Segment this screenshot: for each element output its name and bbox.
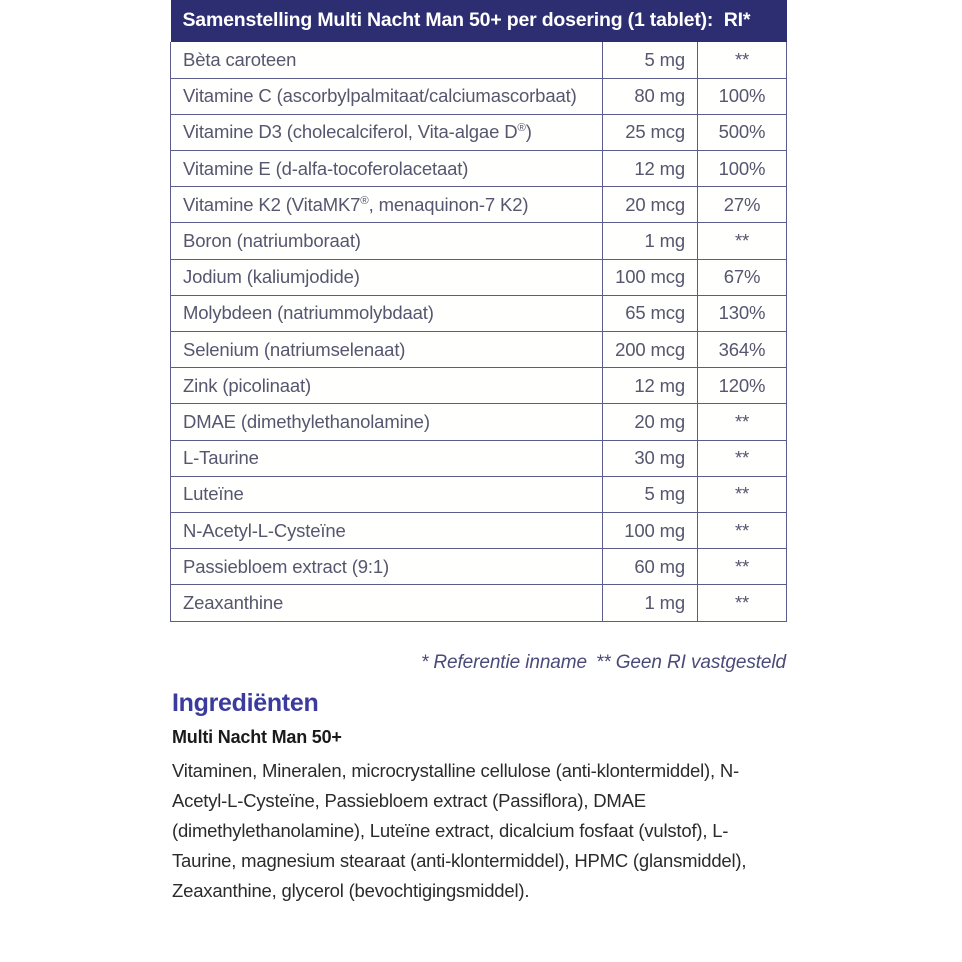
nutrient-ri-value: 67% [698,259,787,295]
nutrient-name: Vitamine E (d-alfa-tocoferolacetaat) [171,151,603,187]
table-row [171,404,787,440]
nutrient-ri-value: ** [698,476,787,512]
nutrient-ri-value: 364% [698,332,787,368]
table-row [171,332,787,368]
table-row [171,151,787,187]
nutrient-name: Zeaxanthine [171,585,603,621]
nutrient-ri-value: ** [698,512,787,548]
nutrient-name: Vitamine K2 (VitaMK7®, menaquinon-7 K2) [171,187,603,223]
table-header-row [171,0,787,42]
nutrient-ri-value: 500% [698,114,787,150]
composition-header: Samenstelling Multi Nacht Man 50+ per dosering (1 tablet): [171,0,698,42]
table-header [171,0,787,42]
nutrient-amount: 20 mg [603,404,698,440]
registered-trademark-icon: ® [517,122,526,135]
nutrient-amount: 12 mg [603,151,698,187]
ingredients-text: Vitaminen, Mineralen, microcrystalline cellulose (anti-klontermiddel), N-Acetyl-L-Cysteïne, Passiebloem extract (Passiflora), DMAE (dimethylethanolamine), Luteïne extract, dicalcium fosfaat (vulstof), L-Taurine, magnesium stearaat (anti-klontermiddel), HPMC (glansmiddel), Zeaxanthine, glycerol (bevochtigingsmiddel). [172,760,747,901]
nutrient-ri-value: ** [698,440,787,476]
table-row [171,223,787,259]
footnote-no-ri: ** Geen RI vastgesteld [595,652,786,673]
ri-header: RI* [698,0,787,42]
registered-trademark-icon: ® [360,194,369,207]
nutrient-ri-value: 100% [698,78,787,114]
nutrient-name: Selenium (natriumselenaat) [171,332,603,368]
nutrient-amount: 100 mg [603,512,698,548]
table-row [171,476,787,512]
nutrient-name: Molybdeen (natriummolybdaat) [171,295,603,331]
nutrient-amount: 100 mcg [603,259,698,295]
table-row [171,549,787,585]
nutrient-name: N-Acetyl-L-Cysteïne [171,512,603,548]
nutrient-amount: 65 mcg [603,295,698,331]
nutrient-amount: 1 mg [603,585,698,621]
nutrient-amount: 5 mg [603,476,698,512]
nutrient-name: Bèta caroteen [171,42,603,78]
ingredients-heading: Ingrediënten [172,689,319,717]
nutrient-amount: 5 mg [603,42,698,78]
nutrient-amount: 200 mcg [603,332,698,368]
nutrient-name: Boron (natriumboraat) [171,223,603,259]
nutrient-ri-value: 100% [698,151,787,187]
nutrient-amount: 30 mg [603,440,698,476]
table-row [171,42,787,78]
nutrient-name: Passiebloem extract (9:1) [171,549,603,585]
nutrient-name: Zink (picolinaat) [171,368,603,404]
table-row [171,295,787,331]
nutrition-facts-table [170,0,787,622]
nutrient-ri-value: ** [698,404,787,440]
nutrient-ri-value: 130% [698,295,787,331]
table-row [171,440,787,476]
nutrient-amount: 1 mg [603,223,698,259]
table-row [171,114,787,150]
ingredients-section [172,690,812,906]
footnote [170,652,786,674]
table-row [171,368,787,404]
ingredients-product-name: Multi Nacht Man 50+ [172,726,342,747]
table-row [171,512,787,548]
nutrient-amount: 20 mcg [603,187,698,223]
nutrient-name: Luteïne [171,476,603,512]
nutrient-ri-value: ** [698,42,787,78]
footnote-reference-intake: * Referentie inname [420,652,587,673]
nutrient-ri-value: ** [698,549,787,585]
nutrient-name: DMAE (dimethylethanolamine) [171,404,603,440]
table-row [171,259,787,295]
nutrient-name: Vitamine C (ascorbylpalmitaat/calciumascorbaat) [171,78,603,114]
nutrient-ri-value: 27% [698,187,787,223]
nutrient-name: L-Taurine [171,440,603,476]
nutrient-amount: 12 mg [603,368,698,404]
nutrient-name: Vitamine D3 (cholecalciferol, Vita-algae D®) [171,114,603,150]
nutrient-amount: 80 mg [603,78,698,114]
table-row [171,78,787,114]
table-body [171,42,787,621]
nutrient-ri-value: ** [698,223,787,259]
nutrient-ri-value: 120% [698,368,787,404]
nutrient-ri-value: ** [698,585,787,621]
nutrient-amount: 25 mcg [603,114,698,150]
table-row [171,187,787,223]
nutrient-amount: 60 mg [603,549,698,585]
nutrient-name: Jodium (kaliumjodide) [171,259,603,295]
table-row [171,585,787,621]
